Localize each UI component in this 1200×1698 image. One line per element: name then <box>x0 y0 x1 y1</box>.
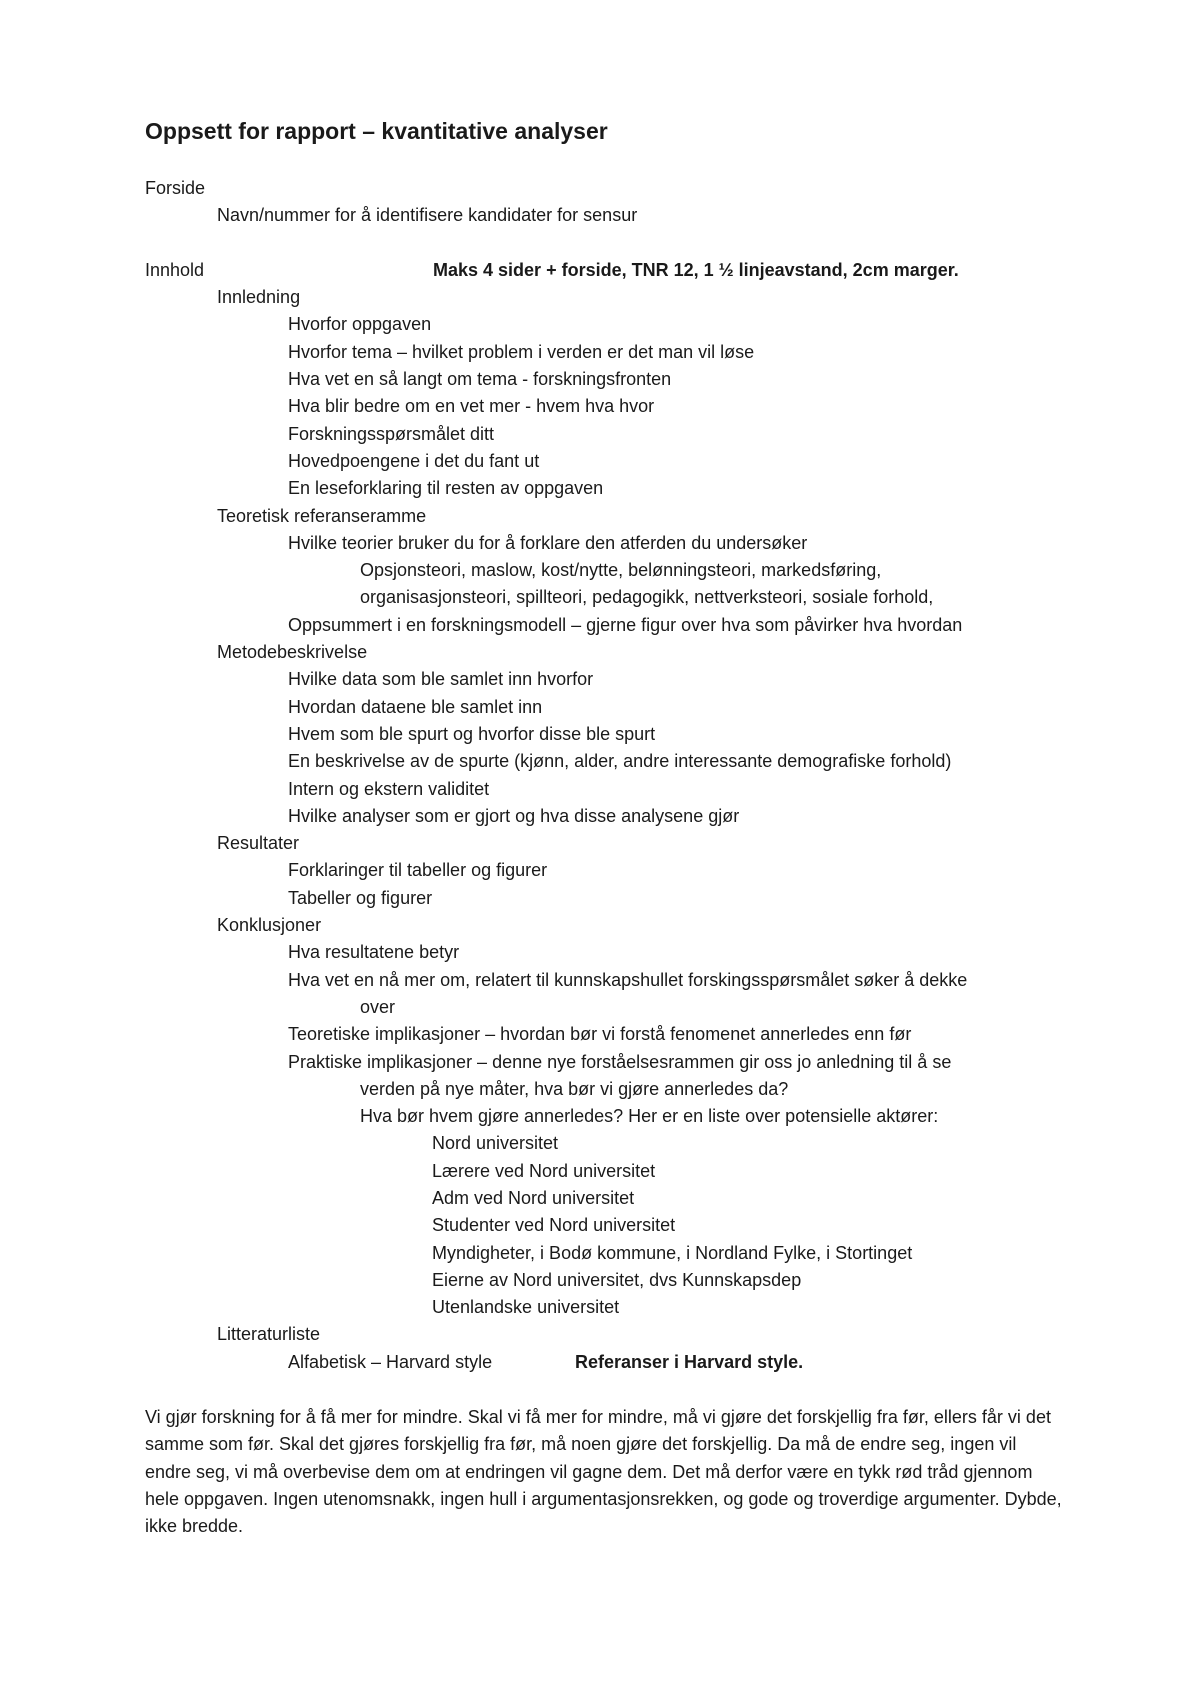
subsection-heading-metode: Metodebeskrivelse <box>217 642 368 663</box>
litteratur-item: Alfabetisk – Harvard style <box>288 1351 493 1372</box>
list-item: En beskrivelse av de spurte (kjønn, alder, andre interessante demografiske forhold) <box>288 751 952 772</box>
actor-item: Eierne av Nord universitet, dvs Kunnskapsdep <box>432 1269 802 1290</box>
list-item: Hvilke teorier bruker du for å forklare den atferden du undersøker <box>288 532 808 553</box>
subsection-heading-teori: Teoretisk referanseramme <box>217 505 427 526</box>
list-item: Hvorfor tema – hvilket problem i verden er det man vil løse <box>288 341 755 362</box>
list-item: Oppsummert i en forskningsmodell – gjerne figur over hva som påvirker hva hvordan <box>288 614 963 635</box>
actor-item: Utenlandske universitet <box>432 1297 620 1318</box>
list-item <box>0 1349 1200 1376</box>
list-item: Hvorfor oppgaven <box>288 314 432 335</box>
subsection-heading-konklusjoner: Konklusjoner <box>217 915 322 936</box>
page-title: Oppsett for rapport – kvantitative analyser <box>145 118 608 144</box>
forside-item: Navn/nummer for å identifisere kandidater for sensur <box>217 205 638 226</box>
list-item-continuation: verden på nye måter, hva bør vi gjøre annerledes da? <box>360 1078 789 1099</box>
list-item: Intern og ekstern validitet <box>288 778 490 799</box>
section-heading-forside: Forside <box>145 178 206 198</box>
subsection-heading-litteratur: Litteraturliste <box>217 1324 321 1345</box>
list-item-continuation: over <box>360 996 396 1017</box>
list-item: Hvilke data som ble samlet inn hvorfor <box>288 669 594 690</box>
list-item: Hvilke analyser som er gjort og hva disse analysene gjør <box>288 805 740 826</box>
list-subitem: Hva bør hvem gjøre annerledes? Her er en liste over potensielle aktører: <box>360 1106 939 1127</box>
list-item: Praktiske implikasjoner – denne nye forståelsesrammen gir oss jo anledning til å se <box>288 1051 952 1072</box>
report-outline <box>0 175 1200 1376</box>
actor-item: Adm ved Nord universitet <box>432 1187 635 1208</box>
list-item: En leseforklaring til resten av oppgaven <box>288 478 604 499</box>
list-item: Hvordan dataene ble samlet inn <box>288 696 543 717</box>
list-item: Tabeller og figurer <box>288 887 433 908</box>
list-item: Hva blir bedre om en vet mer - hvem hva hvor <box>288 396 655 417</box>
list-subitem: organisasjonsteori, spillteori, pedagogikk, nettverksteori, sosiale forhold, <box>360 587 934 608</box>
list-item: Hva resultatene betyr <box>288 942 460 963</box>
actor-item: Studenter ved Nord universitet <box>432 1215 676 1236</box>
list-item: Teoretiske implikasjoner – hvordan bør vi forstå fenomenet annerledes enn før <box>288 1024 912 1045</box>
innhold-label: Innhold <box>145 259 205 280</box>
actor-item: Nord universitet <box>432 1133 559 1154</box>
reference-style-note: Referanser i Harvard style. <box>575 1351 804 1372</box>
list-item: Hva vet en nå mer om, relatert til kunnskapshullet forskingsspørsmålet søker å dekke <box>288 969 968 990</box>
section-heading-innhold <box>0 257 1200 284</box>
closing-paragraph: Vi gjør forskning for å få mer for mindre. Skal vi få mer for mindre, må vi gjøre det forskjellig fra før, ellers får vi det samme som før. Skal det gjøres forskjellig fra før, må noen gjøre det forskjellig. Da må de endre seg, ingen vil endre seg, vi må overbevise dem om at endringen vil gagne dem. Det må derfor være en tykk rød tråd gjennom hele oppgaven. Ingen utenomsnakk, ingen hull i argumentasjonsrekken, og gode og troverdige argumenter. Dybde, ikke bredde. <box>145 1407 1062 1537</box>
list-item: Forklaringer til tabeller og figurer <box>288 860 548 881</box>
list-item: Hvem som ble spurt og hvorfor disse ble spurt <box>288 723 656 744</box>
subsection-heading-innledning: Innledning <box>217 287 301 308</box>
page-requirements-note: Maks 4 sider + forside, TNR 12, 1 ½ linjeavstand, 2cm marger. <box>433 259 959 280</box>
list-item: Forskningsspørsmålet ditt <box>288 423 495 444</box>
spacer <box>0 230 1200 257</box>
list-item: Hva vet en så langt om tema - forskningsfronten <box>288 369 672 390</box>
actor-item: Myndigheter, i Bodø kommune, i Nordland Fylke, i Stortinget <box>432 1242 913 1263</box>
list-item: Hovedpoengene i det du fant ut <box>288 450 540 471</box>
actor-item: Lærere ved Nord universitet <box>432 1160 656 1181</box>
subsection-heading-resultater: Resultater <box>217 833 300 854</box>
list-subitem: Opsjonsteori, maslow, kost/nytte, belønningsteori, markedsføring, <box>360 560 882 581</box>
